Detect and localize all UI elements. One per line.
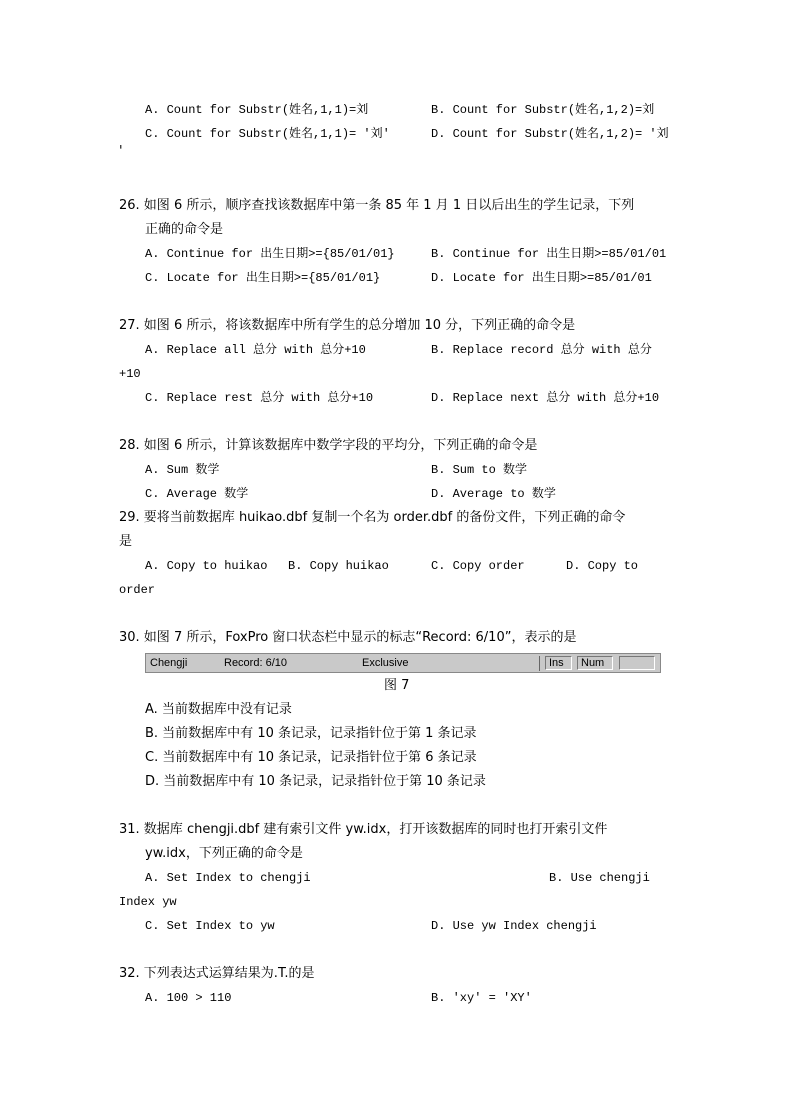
q27-stem: 27. 如图 6 所示，将该数据库中所有学生的总分增加 10 分，下列正确的命令是 [119, 318, 576, 333]
q26-option-a: A. Continue for 出生日期>={85/01/01} [145, 247, 395, 261]
q30-option-d: D. 当前数据库中有 10 条记录，记录指针位于第 10 条记录 [145, 774, 486, 789]
q25-option-c: C. Count for Substr(姓名,1,1)= '刘' [145, 127, 390, 141]
q31-stem-line2: yw.idx，下列正确的命令是 [145, 846, 303, 861]
status-mode: Exclusive [362, 657, 409, 669]
q27-option-d: D. Replace next 总分 with 总分+10 [431, 391, 660, 405]
q27-option-b: B. Replace record 总分 with 总分 [431, 343, 652, 357]
q28-stem: 28. 如图 6 所示，计算该数据库中数学字段的平均分，下列正确的命令是 [119, 438, 538, 453]
status-num-indicator: Num [577, 656, 613, 670]
q26-stem-line1: 26. 如图 6 所示，顺序查找该数据库中第一条 85 年 1 月 1 日以后出生的学生记录，下列 [119, 198, 635, 213]
q29-option-d-tail: order [119, 583, 156, 597]
q29-option-d: D. Copy to [566, 559, 639, 573]
q29-stem-line2: 是 [119, 534, 133, 549]
q28-option-b: B. Sum to 数学 [431, 463, 528, 477]
status-ins-indicator: Ins [545, 656, 572, 670]
q30-option-c: C. 当前数据库中有 10 条记录，记录指针位于第 6 条记录 [145, 750, 477, 765]
q31-option-c: C. Set Index to yw [145, 919, 275, 933]
status-separator [539, 656, 540, 671]
q26-stem-line2: 正确的命令是 [145, 222, 224, 237]
q25-option-d-tail: ' [119, 144, 123, 159]
q28-option-c: C. Average 数学 [145, 487, 249, 501]
q31-option-a: A. Set Index to chengji [145, 871, 311, 885]
q30-stem: 30. 如图 7 所示，FoxPro 窗口状态栏中显示的标志“Record: 6/10”，表示的是 [119, 630, 577, 645]
q26-option-b: B. Continue for 出生日期>=85/01/01 [431, 247, 667, 261]
q26-option-c: C. Locate for 出生日期>={85/01/01} [145, 271, 381, 285]
q30-option-a: A. 当前数据库中没有记录 [145, 702, 292, 717]
q27-option-c: C. Replace rest 总分 with 总分+10 [145, 391, 374, 405]
status-empty-indicator [619, 656, 655, 670]
q29-stem-line1: 29. 要将当前数据库 huikao.dbf 复制一个名为 order.dbf 的备份文件，下列正确的命令 [119, 510, 626, 525]
q29-option-b: B. Copy huikao [288, 559, 389, 573]
q31-stem-line1: 31. 数据库 chengji.dbf 建有索引文件 yw.idx，打开该数据库的同时也打开索引文件 [119, 822, 608, 837]
q28-option-a: A. Sum 数学 [145, 463, 220, 477]
q31-option-b: B. Use chengji [549, 871, 650, 885]
q29-option-c: C. Copy order [431, 559, 525, 573]
q25-option-d: D. Count for Substr(姓名,1,2)= '刘 [431, 127, 669, 141]
q31-option-d: D. Use yw Index chengji [431, 919, 597, 933]
q32-option-a: A. 100 > 110 [145, 991, 232, 1005]
q29-option-a: A. Copy to huikao [145, 559, 268, 573]
foxpro-status-bar [145, 653, 661, 673]
status-table-name: Chengji [150, 657, 188, 669]
q25-option-b: B. Count for Substr(姓名,1,2)=刘 [431, 103, 655, 117]
q26-option-d: D. Locate for 出生日期>=85/01/01 [431, 271, 652, 285]
q31-option-b-tail: Index yw [119, 895, 177, 909]
q27-option-b-tail: +10 [119, 367, 141, 381]
q28-option-d: D. Average to 数学 [431, 487, 556, 501]
q32-stem: 32. 下列表达式运算结果为.T.的是 [119, 966, 315, 981]
q27-option-a: A. Replace all 总分 with 总分+10 [145, 343, 366, 357]
q30-option-b: B. 当前数据库中有 10 条记录，记录指针位于第 1 条记录 [145, 726, 477, 741]
q25-option-a: A. Count for Substr(姓名,1,1)=刘 [145, 103, 369, 117]
q32-option-b: B. 'xy' = 'XY' [431, 991, 532, 1005]
figure-7-caption: 图 7 [384, 678, 410, 693]
status-record: Record: 6/10 [224, 657, 287, 669]
